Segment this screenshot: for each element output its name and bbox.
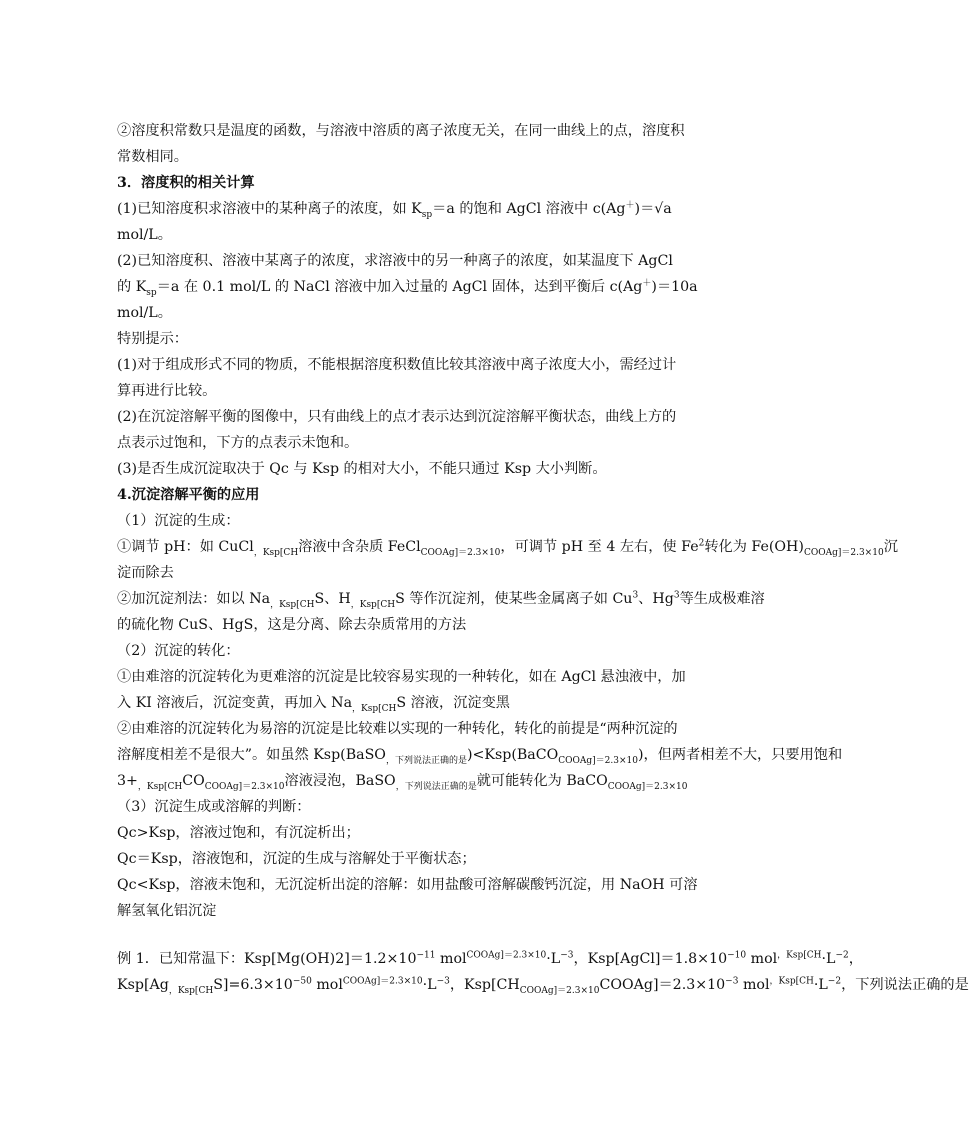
text-line: （3）沉淀生成或溶解的判断： xyxy=(117,799,311,815)
text-line: ②溶度积常数只是温度的函数，与溶液中溶质的离子浓度无关，在同一曲线上的点，溶度积 xyxy=(117,123,685,139)
text-line: mol/L。 xyxy=(117,227,172,243)
text-line: mol/L。 xyxy=(117,305,172,321)
text-line: (1)对于组成形式不同的物质，不能根据溶度积数值比较其溶液中离子浓度大小，需经过计 xyxy=(117,357,677,373)
text-line: (2)已知溶度积、溶液中某离子的浓度，求溶液中的另一种离子的浓度，如某温度下 AgCl xyxy=(117,253,673,269)
text-line: (3)是否生成沉淀取决于 Qc 与 Ksp 的相对大小，不能只通过 Ksp 大小判断。 xyxy=(117,461,607,477)
text-line: Qc＝Ksp，溶液饱和，沉淀的生成与溶解处于平衡状态； xyxy=(117,851,476,867)
text-line: 的硫化物 CuS、HgS，这是分离、除去杂质常用的方法 xyxy=(117,617,467,633)
text-line: (2)在沉淀溶解平衡的图像中，只有曲线上的点才表示达到沉淀溶解平衡状态，曲线上方的 xyxy=(117,409,677,425)
text-line: 入 KI 溶液后，沉淀变黄，再加入 $Na_{,Ksp[CH}S$ 溶液，沉淀变黑 xyxy=(117,695,510,714)
section-heading: 4.沉淀溶解平衡的应用 xyxy=(117,487,260,503)
text-line: ①由难溶的沉淀转化为更难溶的沉淀是比较容易实现的一种转化，如在 AgCl 悬浊液中，加 xyxy=(117,669,686,685)
text-line: 特别提示： xyxy=(117,331,188,347)
text-line: 的 $K_{sp}=a$ 在 0.1 mol/L 的 NaCl 溶液中加入过量的 AgCl 固体，达到平衡后 c(Ag＋)＝10a xyxy=(117,278,698,298)
paragraph-gap xyxy=(117,924,683,946)
text-line: ②由难溶的沉淀转化为易溶的沉淀是比较难以实现的一种转化，转化的前提是“两种沉淀的 xyxy=(117,721,678,737)
text-line: 点表示过饱和，下方的点表示未饱和。 xyxy=(117,435,359,451)
text-line: 算再进行比较。 xyxy=(117,383,217,399)
text-line: （1）沉淀的生成： xyxy=(117,513,240,529)
text-line: ①调节 pH：如 CuCl$_{,Ksp[CH}$溶液中含杂质 FeCl$_{COOAg]=2.3\times 10}$，可调节 pH 至 4 左右，使 Fe$^2$转化为 $Fe(OH)_{COOAg]=2.3\times 10}$沉 xyxy=(117,538,898,558)
text-line: Qc>Ksp，溶液过饱和，有沉淀析出； xyxy=(117,825,360,841)
example-line: $Ksp[Ag_{,Ksp[CH}S]=6.3\times 10^{-50}$ $mol^{COOAg]=2.3\times 10}\cdot L^{-3}$，$Ksp[CH_{COOAg]=2.3\times 10}COOAg]=2.3\times 10^{-3}$ $mol^{,Ksp[CH}\cdot L^{-2}$，下列说法正确的是 xyxy=(117,976,969,996)
document-body xyxy=(117,118,969,998)
text-line: 常数相同。 xyxy=(117,149,188,165)
section-heading: 3．溶度积的相关计算 xyxy=(117,175,255,191)
text-line: 溶解度相差不是很大”。如虽然 Ksp(BaSO$_{,下列说法正确的是}$)<Ksp(BaCO$_{COOAg]=2.3\times 10}$)，但两者相差不大，只要用饱和 xyxy=(117,747,843,766)
text-line: 淀而除去 xyxy=(117,565,174,581)
text-line: (1)已知溶度积求溶液中的某种离子的浓度，如 $K_{sp}=a$ 的饱和 AgCl 溶液中 c(Ag＋)＝√a xyxy=(117,200,672,220)
example-line: 例 1．已知常温下：$Ksp[Mg(OH)2]=1.2\times 10^{-11}$ $mol^{COOAg]=2.3\times 10}\cdot L^{-3}$，$Ksp[AgCl]=1.8\times 10^{-10}$ $mol^{,Ksp[CH}\cdot L^{-2}$， xyxy=(117,950,863,967)
text-line: $3+_{,Ksp[CH}CO_{COOAg]=2.3\times 10}$溶液浸泡，BaSO$_{,下列说法正确的是}$就可能转化为 BaCO$_{COOAg]=2.3\times 10}$ xyxy=(117,773,688,792)
text-line: ②加沉淀剂法：如以 $Na_{,Ksp[CH}S$、$H_{,Ksp[CH}S$ 等作沉淀剂，使某些金属离子如 Cu$^3$、Hg$^3$等生成极难溶 xyxy=(117,590,765,610)
text-line: （2）沉淀的转化： xyxy=(117,643,240,659)
text-line: 解氢氧化铝沉淀 xyxy=(117,903,217,919)
text-line: Qc<Ksp，溶液未饱和，无沉淀析出淀的溶解：如用盐酸可溶解碳酸钙沉淀，用 NaOH 可溶 xyxy=(117,877,698,893)
